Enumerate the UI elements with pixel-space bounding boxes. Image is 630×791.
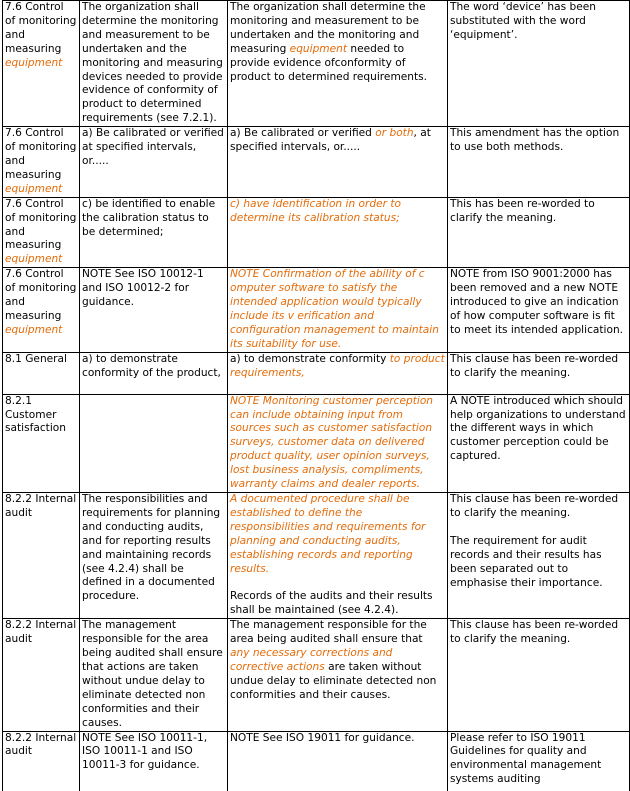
comment-cell: [448, 731, 630, 791]
cell-text: are taken without undue delay to eliminate detected non conformities and their causes.: [230, 660, 437, 701]
clause-cell: [3, 1, 80, 127]
cell-text: The word ‘device’ has been substituted with the word ‘equipment’.: [450, 1, 596, 41]
comment-cell: [448, 1, 630, 127]
table-row: [3, 268, 630, 352]
cell-text: 8.2.2 Internal audit: [5, 619, 77, 646]
cell-text: The management responsible for the area being audited shall ensure that actions are taken without undue delay to eliminate detected non conformities and their causes.: [82, 619, 223, 729]
clause-cell: [3, 731, 80, 791]
new-text-cell: [228, 127, 448, 198]
cell-text: This clause has been re-worded to clarify the meaning.: [450, 352, 619, 379]
old-text-cell: [80, 127, 228, 198]
table-row: [3, 731, 630, 791]
cell-text: Records of the audits and their results shall be maintained (see 4.2.4).: [230, 590, 433, 617]
cell-text: The responsibilities and requirements for planning and conducting audits, and for reporting results and maintaining records (see 4.2.4) shall be defined in a documented procedure.: [82, 493, 221, 603]
old-text-cell: [80, 394, 228, 492]
new-text-cell: [228, 352, 448, 394]
table-row: [3, 197, 630, 268]
old-text-cell: [80, 1, 228, 127]
old-text-cell: [80, 197, 228, 268]
cell-text: 8.2.2 Internal audit: [5, 731, 77, 758]
amended-text: equipment: [5, 56, 63, 69]
clause-cell: [3, 394, 80, 492]
amended-text: to product requirements,: [230, 352, 445, 379]
amended-text: any necessary corrections and corrective actions: [230, 647, 393, 673]
cell-text: The organization shall determine the monitoring and measurement to be undertaken and the monitoring and measuring: [230, 1, 426, 55]
cell-text: c) be identified to enable the calibration status to be determined;: [82, 197, 216, 238]
comment-cell: [448, 619, 630, 731]
table-row: [3, 493, 630, 619]
cell-text: 7.6 Control of monitoring and measuring: [5, 1, 77, 55]
cell-text: 8.1 General: [5, 352, 67, 365]
cell-text: 8.2.2 Internal audit: [5, 493, 77, 519]
cell-text: A NOTE introduced which should help organizations to understand the different ways in which customer perception could be captured.: [450, 394, 626, 463]
old-text-cell: [80, 493, 228, 619]
cell-text: The requirement for audit records and their results has been separated out to emphasise their importance.: [450, 534, 603, 589]
table-row: [3, 1, 630, 127]
comment-cell: [448, 394, 630, 492]
comment-cell: [448, 493, 630, 619]
cell-text: a) Be calibrated or verified at specified intervals, or.....: [82, 127, 224, 167]
old-text-cell: [80, 731, 228, 791]
cell-text: 7.6 Control of monitoring and measuring: [5, 197, 77, 252]
old-text-cell: [80, 268, 228, 352]
cell-text: a) to demonstrate conformity: [230, 352, 390, 365]
amended-text: NOTE Confirmation of the ability of c omputer software to satisfy the intended application would typically include its v erification and configuration management to maintain its suitability for use.: [230, 268, 439, 350]
amended-text: A documented procedure shall be established to define the responsibilities and requirements for planning and conducting audits, establishing records and reporting results.: [230, 493, 426, 575]
amended-text: equipment: [5, 182, 63, 195]
amended-text: NOTE Monitoring customer perception can include obtaining input from sources such as customer satisfaction surveys, customer data on delivered product quality, user opinion surveys, lost business analysis, compliments, warranty claims and dealer reports.: [230, 394, 434, 491]
cell-text: This clause has been re-worded to clarify the meaning.: [450, 619, 619, 646]
cell-text: 7.6 Control of monitoring and measuring: [5, 127, 77, 181]
cell-text: 8.2.1 Customer satisfaction: [5, 394, 66, 435]
cell-text: a) Be calibrated or verified: [230, 127, 376, 140]
table-row: [3, 127, 630, 198]
comment-cell: [448, 268, 630, 352]
comment-cell: [448, 127, 630, 198]
cell-text: The organization shall determine the monitoring and measurement to be undertaken and the monitoring and measuring devices needed to provide evidence of conformity of product to determined requirements (see 7.2.1).: [82, 1, 223, 125]
new-text-cell: [228, 1, 448, 127]
paragraph-gap: [230, 576, 445, 590]
clause-cell: [3, 127, 80, 198]
cell-text: The management responsible for the area being audited shall ensure that: [230, 619, 427, 646]
cell-text: NOTE See ISO 10011-1, ISO 10011-1 and ISO 10011-3 for guidance.: [82, 731, 208, 772]
table-row: [3, 352, 630, 394]
cell-text: NOTE from ISO 9001:2000 has been removed and a new NOTE introduced to give an indication of how computer software is fit to meet its intended application.: [450, 268, 624, 336]
clause-cell: [3, 268, 80, 352]
cell-text: a) to demonstrate conformity of the product,: [82, 352, 221, 379]
cell-text: , at specified intervals, or.....: [230, 127, 431, 154]
cell-text: Please refer to ISO 19011 Guidelines for quality and environmental management systems auditing: [450, 731, 602, 786]
comment-cell: [448, 352, 630, 394]
clause-cell: [3, 352, 80, 394]
amended-text: or both: [375, 127, 414, 140]
cell-text: NOTE See ISO 19011 for guidance.: [230, 731, 415, 744]
clause-cell: [3, 197, 80, 268]
cell-text: needed to provide evidence ofconformity of product to determined requirements.: [230, 42, 428, 83]
cell-text: This amendment has the option to use both methods.: [450, 127, 620, 154]
clause-cell: [3, 619, 80, 731]
cell-text: NOTE See ISO 10012-1 and ISO 10012-2 for guidance.: [82, 268, 204, 309]
old-text-cell: [80, 619, 228, 731]
amendment-comparison-table: [2, 0, 630, 791]
old-text-cell: [80, 352, 228, 394]
new-text-cell: [228, 619, 448, 731]
cell-text: This clause has been re-worded to clarify the meaning.: [450, 493, 619, 519]
amended-text: equipment: [5, 323, 63, 336]
cell-text: 7.6 Control of monitoring and measuring: [5, 268, 77, 322]
new-text-cell: [228, 197, 448, 268]
amended-text: c) have identification in order to determine its calibration status;: [230, 197, 401, 224]
comment-cell: [448, 197, 630, 268]
amended-text: equipment: [5, 253, 63, 266]
table-row: [3, 394, 630, 492]
table-row: [3, 619, 630, 731]
new-text-cell: [228, 493, 448, 619]
paragraph-gap: [450, 521, 627, 535]
amended-text: equipment: [289, 42, 348, 55]
new-text-cell: [228, 268, 448, 352]
new-text-cell: [228, 731, 448, 791]
new-text-cell: [228, 394, 448, 492]
clause-cell: [3, 493, 80, 619]
cell-text: This has been re-worded to clarify the meaning.: [450, 197, 595, 224]
